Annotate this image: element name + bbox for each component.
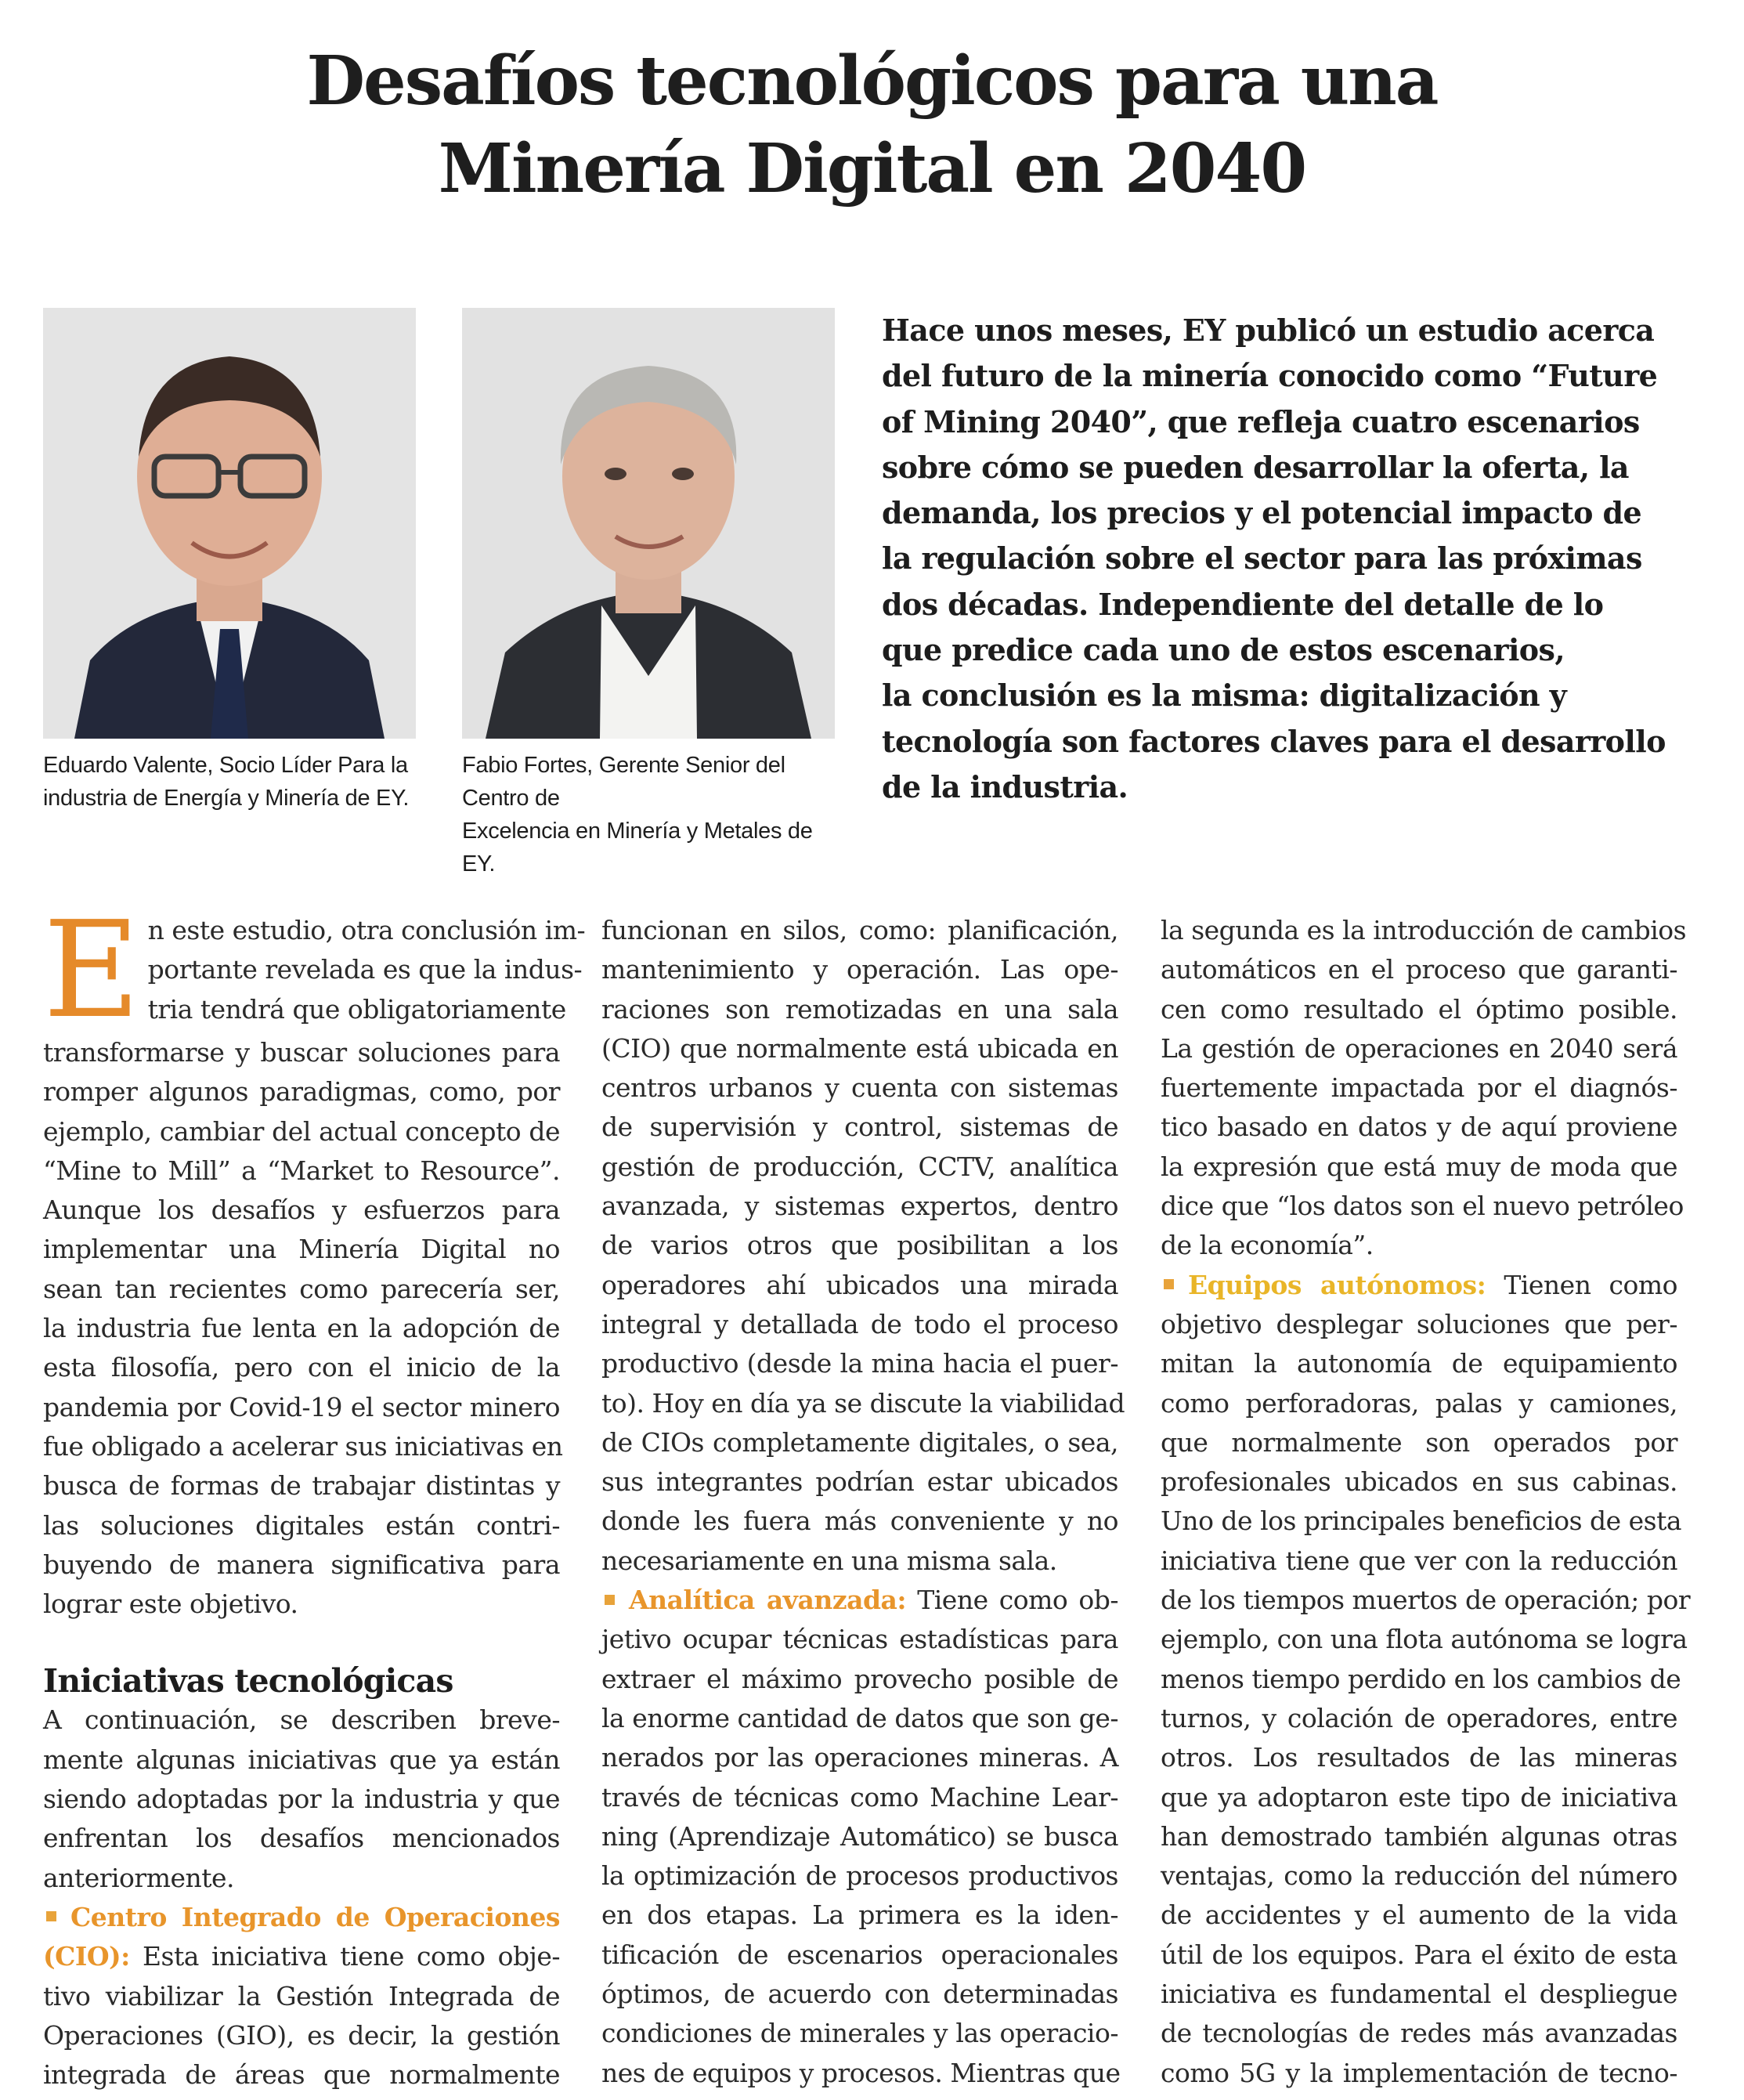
body-line: la expresión que está muy de moda que	[1161, 1151, 1677, 1182]
body-line: integrada de áreas que normalmente	[43, 2059, 560, 2091]
body-line: integral y detallada de todo el proceso	[601, 1308, 1118, 1339]
intro-paragraph	[43, 893, 586, 1624]
caption-eduardo-line-1: Eduardo Valente, Socio Líder Para la	[43, 753, 408, 778]
body-line: A continuación, se describen breve-	[43, 1704, 560, 1736]
body-line: la optimización de procesos productivos	[601, 1860, 1118, 1892]
body-line: Uno de los principales beneficios de esta	[1161, 1505, 1682, 1537]
body-line: siendo adoptadas por la industria y que	[43, 1784, 560, 1815]
body-line: mente algunas iniciativas que ya están	[43, 1744, 560, 1775]
bullet-analitica-heading	[601, 1581, 1118, 1620]
lead-paragraph	[882, 308, 1712, 810]
body-line: que ya adoptaron este tipo de iniciativa	[1161, 1781, 1677, 1813]
equipos-first-text: Tienen como	[1504, 1269, 1677, 1300]
body-line: como 5G y la implementación de tecno-	[1161, 2057, 1677, 2088]
body-line: mantenimiento y operación. Las ope-	[601, 954, 1118, 985]
equipos-label: Equipos autónomos:	[1188, 1269, 1486, 1300]
body-line: nes de equipos y procesos. Mientras que	[601, 2057, 1121, 2088]
lead-line: Hace unos meses, EY publicó un estudio acerca	[882, 313, 1655, 348]
lead-line: sobre cómo se pueden desarrollar la oferta, la	[882, 449, 1629, 485]
lead-line: de la industria.	[882, 768, 1128, 804]
body-line: donde les fuera más conveniente y no	[601, 1505, 1118, 1537]
lead-line: dos décadas. Independiente del detalle de lo	[882, 586, 1604, 622]
body-line: útil de los equipos. Para el éxito de esta	[1161, 1939, 1677, 1970]
title-line-2: Minería Digital en 2040	[438, 129, 1306, 208]
body-line	[43, 1937, 560, 1976]
body-line: to). Hoy en día ya se discute la viabilidad	[601, 1387, 1125, 1419]
body-line: condiciones de minerales y las operacio-	[601, 2018, 1118, 2049]
body-line: esta filosofía, pero con el inicio de la	[43, 1352, 560, 1383]
body-line: funcionan en silos, como: planificación,	[601, 915, 1118, 945]
caption-eduardo-line-2: industria de Energía y Minería de EY.	[43, 786, 410, 811]
portrait-fabio-illustration	[462, 308, 835, 739]
body-line: través de técnicas como Machine Lear-	[601, 1781, 1118, 1813]
body-line: pandemia por Covid-19 el sector minero	[43, 1391, 560, 1422]
body-line: transformarse y buscar soluciones para	[43, 1037, 560, 1068]
body-line: portante revelada es que la indus-	[147, 954, 583, 985]
cio-label-abbr: (CIO):	[43, 1941, 130, 1972]
title-line-1: Desafíos tecnológicos para una	[306, 42, 1438, 121]
article-title	[0, 38, 1744, 213]
body-line: de accidentes y el aumento de la vida	[1161, 1899, 1677, 1931]
body-line: avanzada, y sistemas expertos, dentro	[601, 1191, 1118, 1222]
body-line: ejemplo, cambiar del actual concepto de	[43, 1115, 560, 1147]
body-line: de tecnologías de redes más avanzadas	[1161, 2018, 1677, 2049]
lead-line: que predice cada uno de estos escenarios,	[882, 632, 1565, 668]
body-line: las soluciones digitales están contri-	[43, 1509, 560, 1541]
body-line: necesariamente en una misma sala.	[601, 1545, 1057, 1576]
bullet-square-icon	[46, 1911, 56, 1921]
body-line: de supervisión y control, sistemas de	[601, 1111, 1118, 1143]
body-line: en dos etapas. La primera es la iden-	[601, 1899, 1118, 1931]
body-line: objetivo desplegar soluciones que per-	[1161, 1308, 1677, 1339]
body-line: raciones son remotizadas en una sala	[601, 993, 1118, 1025]
body-line: menos tiempo perdido en los cambios de	[1161, 1663, 1681, 1694]
body-line: mitan la autonomía de equipamiento	[1161, 1348, 1677, 1379]
body-line: como perforadoras, palas y camiones,	[1161, 1387, 1677, 1419]
body-line: automáticos en el proceso que garanti-	[1161, 954, 1677, 985]
body-line: tico basado en datos y de aquí proviene	[1161, 1111, 1677, 1143]
body-line: tificación de escenarios operacionales	[601, 1939, 1118, 1970]
portrait-eduardo-valente	[43, 308, 416, 739]
caption-eduardo	[43, 749, 416, 815]
body-line: han demostrado también algunas otras	[1161, 1820, 1677, 1852]
body-line: turnos, y colación de operadores, entre	[1161, 1702, 1677, 1733]
lead-line: of Mining 2040”, que refleja cuatro escenarios	[882, 403, 1640, 439]
cio-first-text: Esta iniciativa tiene como obje-	[142, 1941, 560, 1972]
body-line: busca de formas de trabajar distintas y	[43, 1470, 560, 1502]
portrait-eduardo-illustration	[43, 308, 416, 739]
body-line: que normalmente son operados por	[1161, 1426, 1677, 1458]
body-line: Aunque los desafíos y esfuerzos para	[43, 1195, 560, 1226]
body-line: lograr este objetivo.	[43, 1589, 298, 1620]
bullet-square-icon	[605, 1595, 615, 1605]
body-line: profesionales ubicados en sus cabinas.	[1161, 1466, 1677, 1498]
body-line: la industria fue lenta en la adopción de	[43, 1313, 560, 1344]
portrait-fabio-fortes	[462, 308, 835, 739]
analitica-first-text: Tiene como ob-	[917, 1585, 1118, 1616]
body-line: la segunda es la introducción de cambios	[1161, 915, 1687, 945]
body-line: iniciativa tiene que ver con la reducción	[1161, 1545, 1677, 1576]
body-line: tivo viabilizar la Gestión Integrada de	[43, 1980, 560, 2011]
body-line: productivo (desde la mina hacia el puer-	[601, 1348, 1118, 1379]
lead-line: tecnología son factores claves para el desarrollo	[882, 723, 1666, 759]
drop-cap: E	[43, 893, 140, 1048]
body-line: romper algunos paradigmas, como, por	[43, 1076, 560, 1108]
body-line: centros urbanos y cuenta con sistemas	[601, 1072, 1118, 1104]
body-line: de CIOs completamente digitales, o sea,	[601, 1426, 1118, 1458]
bullet-cio-heading	[43, 1898, 560, 1937]
body-line: n este estudio, otra conclusión im-	[147, 915, 586, 945]
lead-line: del futuro de la minería conocido como “Future	[882, 358, 1658, 394]
caption-fabio-line-1: Fabio Fortes, Gerente Senior del Centro de	[462, 753, 785, 811]
bullet-square-icon	[1164, 1279, 1174, 1289]
body-line: de varios otros que posibilitan a los	[601, 1230, 1118, 1261]
body-line: iniciativa es fundamental el despliegue	[1161, 1979, 1677, 2010]
body-column-1	[43, 893, 586, 2095]
caption-fabio	[462, 749, 835, 880]
caption-fabio-line-2: Excelencia en Minería y Metales de EY.	[462, 819, 813, 877]
lead-line: la regulación sobre el sector para las próximas	[882, 540, 1642, 577]
body-line: tria tendrá que obligatoriamente	[147, 993, 566, 1025]
body-line: La gestión de operaciones en 2040 será	[1161, 1032, 1677, 1064]
body-line: “Mine to Mill” a “Market to Resource”.	[43, 1155, 560, 1186]
body-line: anteriormente.	[43, 1862, 235, 1893]
body-line: dice que “los datos son el nuevo petróleo	[1161, 1191, 1684, 1222]
body-line: la enorme cantidad de datos que son ge-	[601, 1702, 1118, 1733]
body-line: buyendo de manera significativa para	[43, 1549, 560, 1580]
body-line: enfrentan los desafíos mencionados	[43, 1823, 560, 1854]
body-line: de la economía”.	[1161, 1230, 1374, 1261]
body-line: nerados por las operaciones mineras. A	[601, 1742, 1118, 1773]
body-line: fuertemente impactada por el diagnós-	[1161, 1072, 1677, 1104]
section-heading: Iniciativas tecnológicas	[43, 1662, 453, 1701]
body-column-3	[1161, 911, 1691, 2093]
body-line: sus integrantes podrían estar ubicados	[601, 1466, 1118, 1498]
analitica-label: Analítica avanzada:	[629, 1585, 907, 1616]
body-line: óptimos, de acuerdo con determinadas	[601, 1979, 1118, 2010]
body-line: ejemplo, con una flota autónoma se logra	[1161, 1624, 1688, 1655]
body-line: ventajas, como la reducción del número	[1161, 1860, 1677, 1892]
body-line: ning (Aprendizaje Automático) se busca	[601, 1820, 1118, 1852]
body-line: gestión de producción, CCTV, analítica	[601, 1151, 1118, 1182]
body-column-2	[601, 911, 1125, 2093]
body-line: otros. Los resultados de las mineras	[1161, 1742, 1677, 1773]
body-line: jetivo ocupar técnicas estadísticas para	[601, 1624, 1118, 1655]
body-line: extraer el máximo provecho posible de	[601, 1663, 1118, 1694]
body-line: implementar una Minería Digital no	[43, 1234, 560, 1265]
body-line: operadores ahí ubicados una mirada	[601, 1269, 1118, 1300]
body-line: cen como resultado el óptimo posible.	[1161, 993, 1677, 1025]
lead-line: la conclusión es la misma: digitalización y	[882, 678, 1567, 714]
body-line: sean tan recientes como parecería ser,	[43, 1273, 560, 1304]
body-line: de los tiempos muertos de operación; por	[1161, 1585, 1691, 1616]
bullet-equipos-heading	[1161, 1266, 1677, 1305]
body-line: Operaciones (GIO), es decir, la gestión	[43, 2019, 560, 2051]
body-line: (CIO) que normalmente está ubicada en	[601, 1032, 1118, 1064]
lead-line: demanda, los precios y el potencial impacto de	[882, 495, 1642, 531]
cio-label: Centro Integrado de Operaciones	[70, 1901, 560, 1932]
body-line: fue obligado a acelerar sus iniciativas en	[43, 1430, 563, 1462]
